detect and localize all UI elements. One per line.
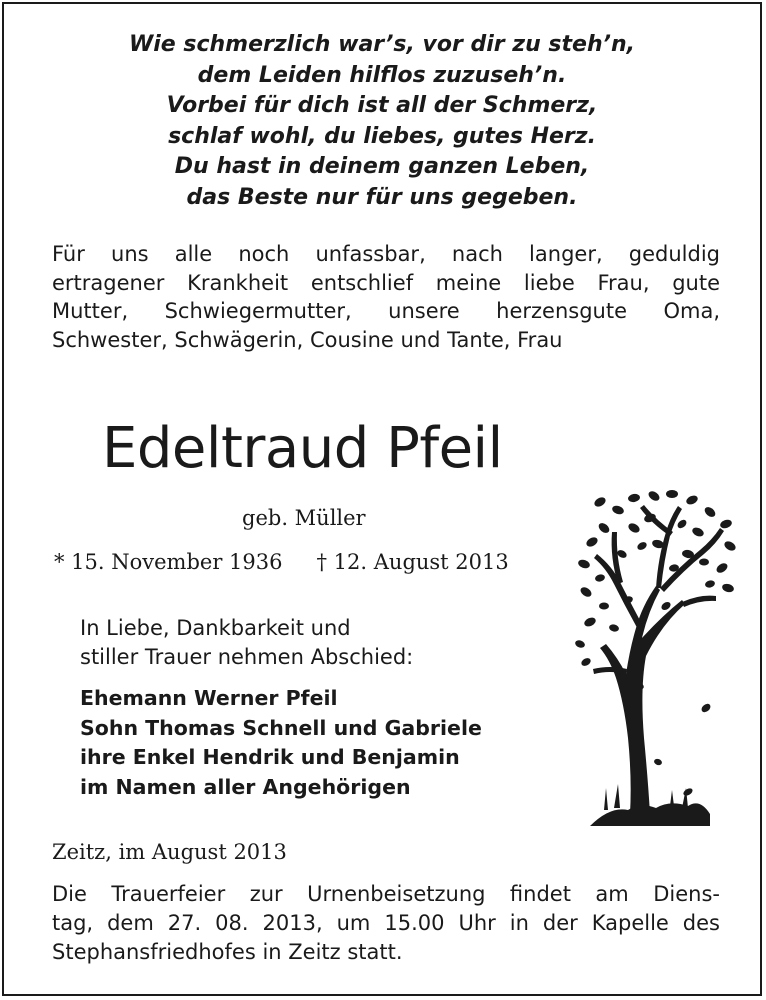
birth-date: * 15. November 1936 bbox=[54, 550, 283, 574]
announcement-line: ertragener Krankheit entschlief meine liebe Frau, gute bbox=[52, 270, 720, 295]
poem-line: dem Leiden hilflos zuzuseh’n. bbox=[197, 62, 567, 88]
life-dates bbox=[54, 550, 509, 574]
maiden-name: geb. Müller bbox=[242, 506, 366, 530]
announcement-line: Für uns alle noch unfassbar, nach langer, geduldig bbox=[52, 242, 720, 266]
service-line: Stephansfriedhofes in Zeitz statt. bbox=[52, 940, 403, 964]
announcement-line: Schwester, Schwägerin, Cousine und Tante, Frau bbox=[52, 327, 563, 352]
announcement-text bbox=[52, 240, 720, 354]
farewell-line: In Liebe, Dankbarkeit und bbox=[80, 616, 351, 640]
place-date: Zeitz, im August 2013 bbox=[52, 840, 287, 864]
death-date: † 12. August 2013 bbox=[316, 550, 509, 574]
poem-line: Du hast in deinem ganzen Leben, bbox=[174, 154, 590, 179]
obituary-frame bbox=[2, 2, 762, 996]
tree-with-falling-leaves-icon bbox=[570, 488, 740, 838]
service-line: Die Trauerfeier zur Urnenbeisetzung findet am Diens- bbox=[52, 882, 720, 906]
farewell-line: stiller Trauer nehmen Abschied: bbox=[80, 645, 414, 669]
poem bbox=[4, 30, 760, 213]
mourner-line: im Namen aller Angehörigen bbox=[80, 774, 411, 799]
poem-line: Vorbei für dich ist all der Schmerz, bbox=[166, 93, 598, 118]
poem-line: schlaf wohl, du liebes, gutes Herz. bbox=[168, 123, 596, 149]
mourners-list bbox=[80, 684, 482, 802]
mourner-line: Sohn Thomas Schnell und Gabriele bbox=[80, 715, 482, 740]
mourner-line: Ehemann Werner Pfeil bbox=[80, 686, 338, 710]
service-line: tag, dem 27. 08. 2013, um 15.00 Uhr in der Kapelle des bbox=[52, 911, 720, 935]
poem-line: das Beste nur für uns gegeben. bbox=[186, 184, 578, 210]
service-notice bbox=[52, 880, 720, 967]
poem-line: Wie schmerzlich war’s, vor dir zu steh’n, bbox=[129, 32, 635, 57]
announcement-line: Mutter, Schwiegermutter, unsere herzensgute Oma, bbox=[52, 299, 720, 323]
farewell-text bbox=[80, 614, 413, 672]
mourner-line: ihre Enkel Hendrik und Benjamin bbox=[80, 745, 460, 769]
deceased-name: Edeltraud Pfeil bbox=[102, 416, 503, 481]
